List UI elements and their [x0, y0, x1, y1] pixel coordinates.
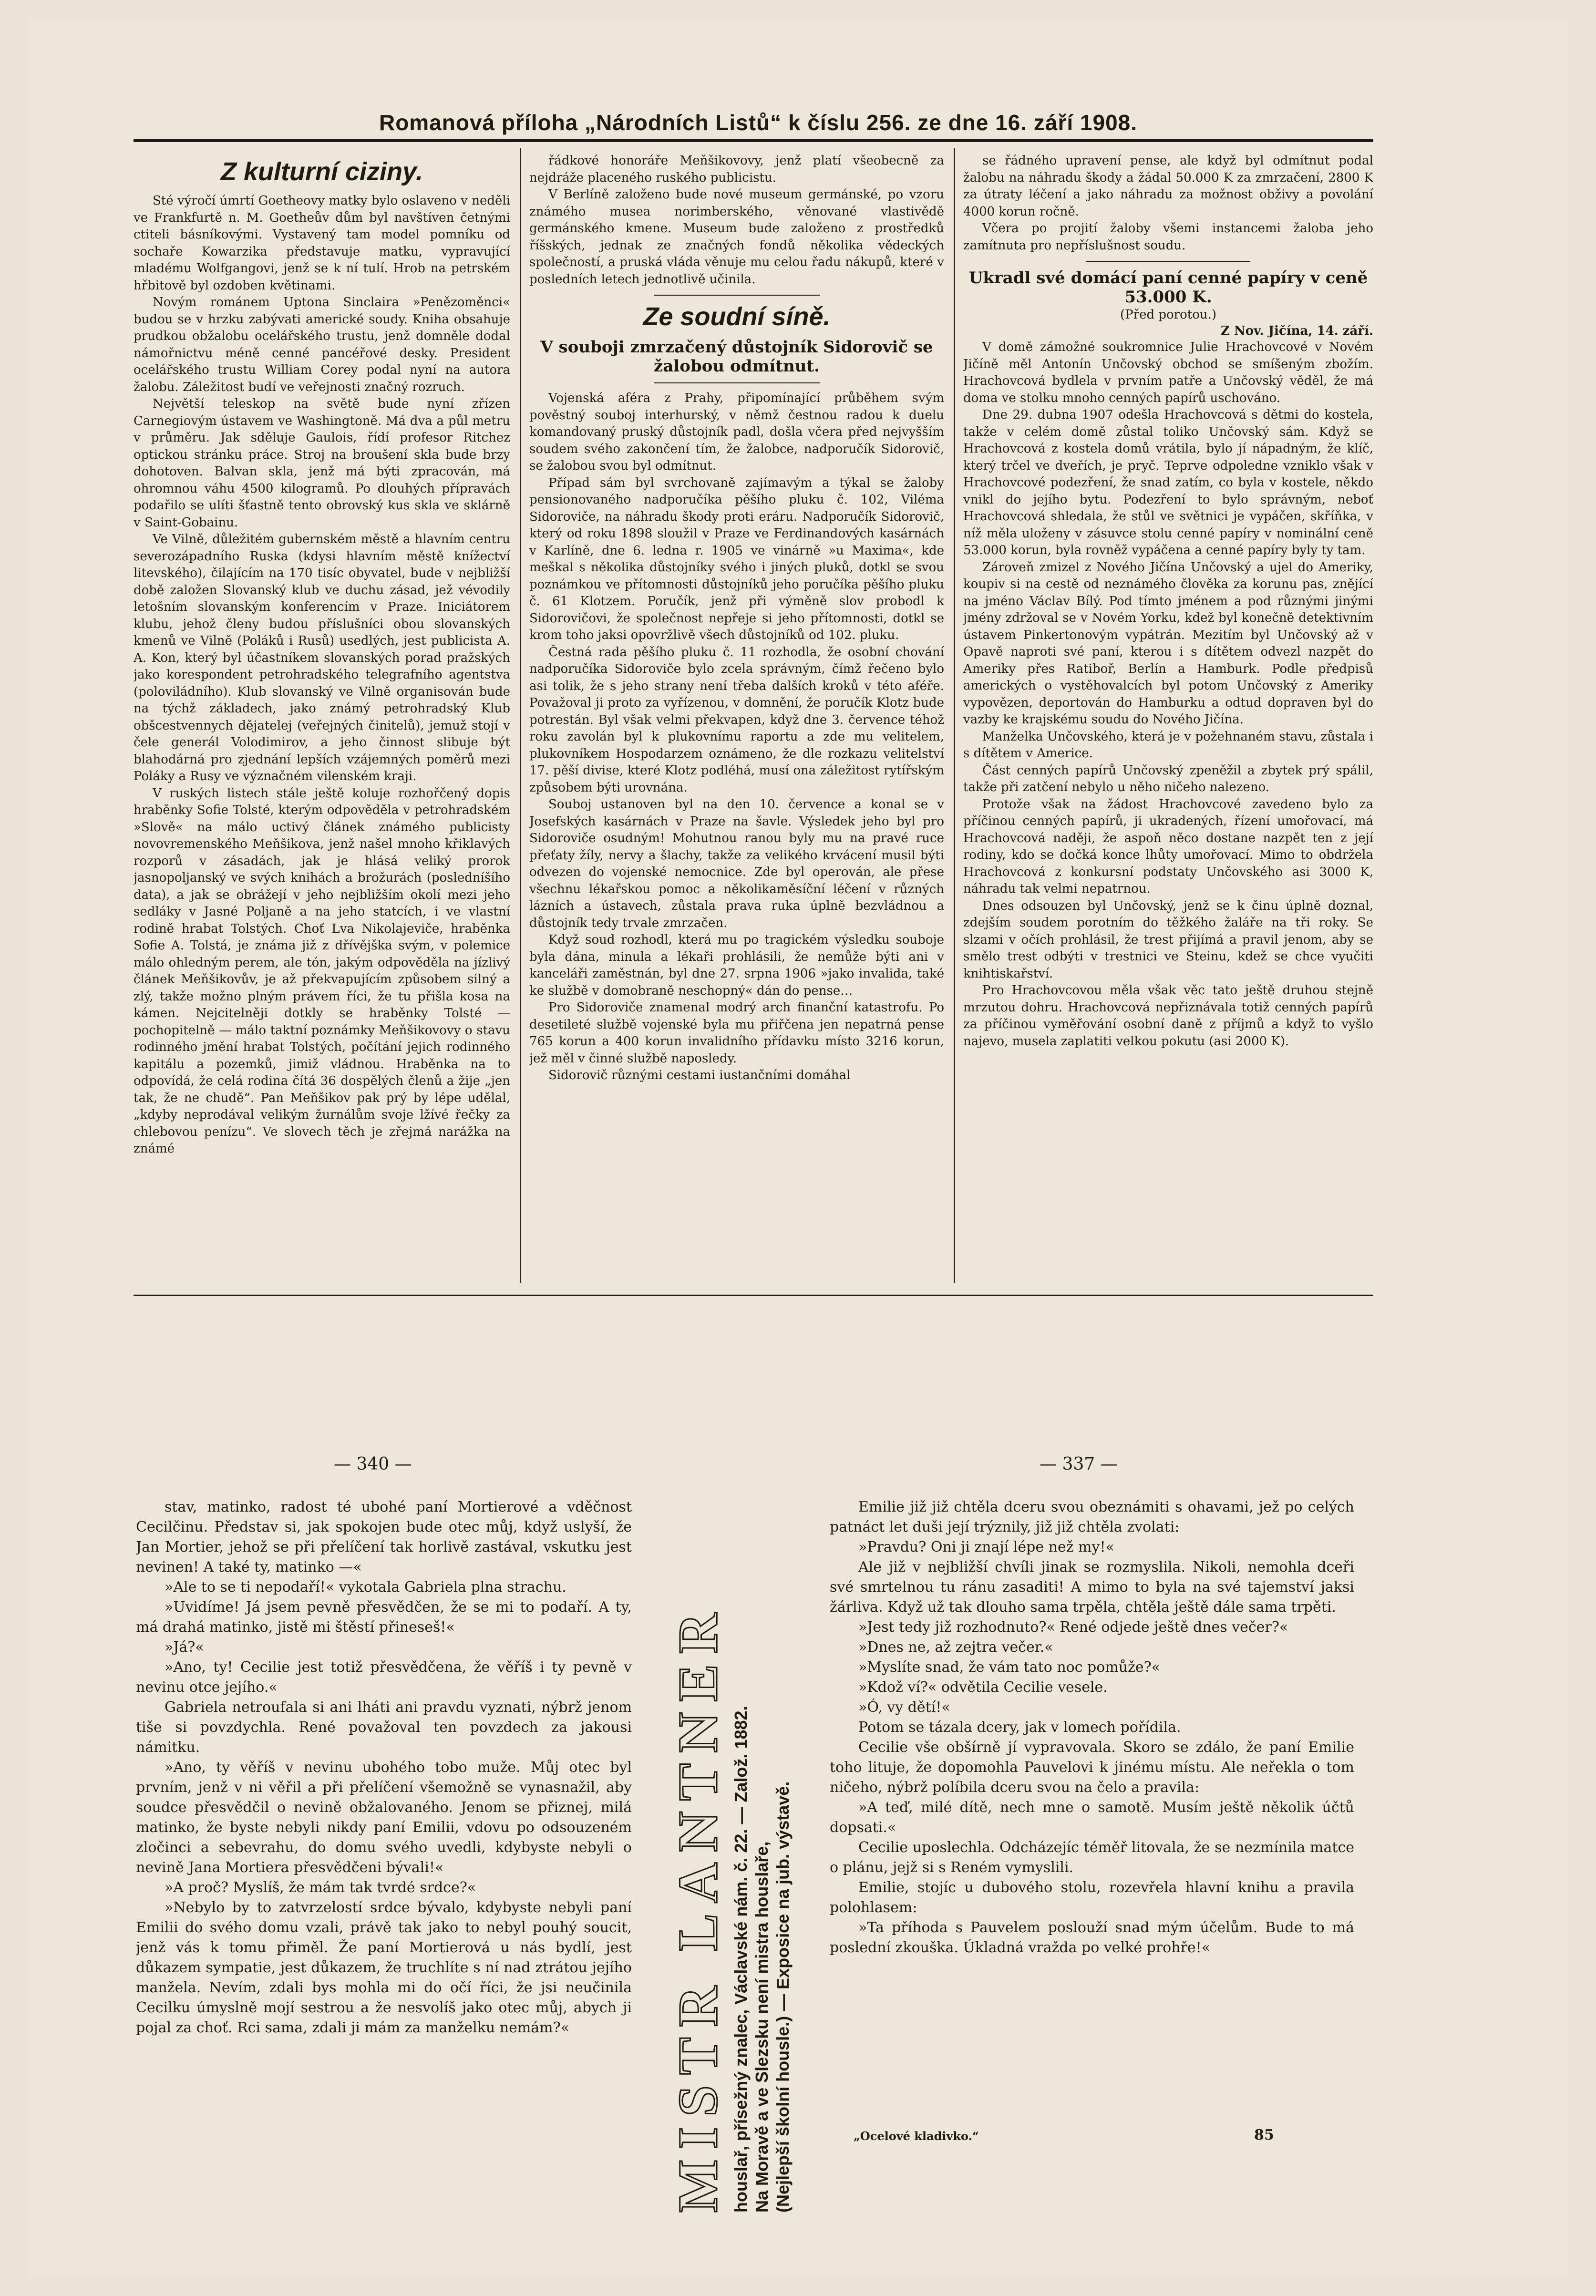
paragraph: Dne 29. dubna 1907 odešla Hrachovcová s dětmi do kostela, takže v celém domě zůstal toliko Unčovský sám. Když se Hrachovcová z kostela domů vrátila, bylo jí nápadným, že klíč, který trčel ve dveřích, je pryč. Teprve odpoledne vzniklo však v Hrachovcové podezření, že snad zatím, co byla v kostele, někdo vnikl do jejího bytu. Podezření to bylo správným, neboť Hrachovcová shledala, že stůl ve světnici je vypáčen, skříňka, v níž měla uloženy v zásuvce stolu cenné papíry v nominální ceně 53.000 korun, byla rovněž vypáčena a cenné papíry byly ty tam. [963, 408, 1373, 557]
paragraph: Cecilie uposlechla. Odcházejíc téměř litovala, že se nezmínila matce o plánu, jejž si s Reném vymyslili. [830, 1839, 1354, 1876]
article-title: Ukradl své domácí paní cenné papíry v ceně 53.000 K. [968, 268, 1368, 307]
advertisement-line-1: houslař, přísežný znalec, Václavské nám. č. 22. — Založ. 1882. [731, 1706, 751, 2213]
column-1 [134, 153, 510, 1287]
article-dateline: Z Nov. Jičína, 14. září. [1221, 324, 1373, 338]
divider [1086, 261, 1250, 262]
paragraph: Manželka Unčovského, která je v požehnaném stavu, zůstala i s dítětem v Americe. [963, 729, 1373, 761]
paragraph: Protože však na žádost Hrachovcové zavedeno bylo za příčinou cenných papírů, ji ukradených, řízení umořovací, má Hrachovcová naději, že aspoň něco dostane nazpět ten z její rodiny, kdo se dočká konce lhůty umořovací. Mimo to obdržela Hrachovcová z konkursní podstaty Unčovského asi 3000 K, náhradu tak velmi nepatrnou. [963, 797, 1373, 896]
paragraph: Emilie, stojíc u dubového stolu, rozevřela hlavní knihu a pravila polohlasem: [830, 1879, 1354, 1916]
paragraph: »Ano, ty věříš v nevinu ubohého tobo muže. Můj otec byl prvním, jenž v ni věřil a při přelíčení všemožně se vynasnažil, aby soudce přesvědčil o nevině obžalovaného. Jenom se přiznej, milá matinko, že byste nebyli nikdy paní Emilii, vdovu po odsouzeném zločinci a sebevrahu, do domu svého uvedli, kdybyste nebyli o nevině Jana Mortiera přesvědčeni bývali!« [136, 1759, 632, 1876]
paragraph: Největší teleskop na světě bude nyní zřízen Carnegiovým ústavem ve Washingtoně. Má dva a půl metru v průměru. Jak sděluje Gaulois, řídí profesor Ritchez optickou stránku práce. Stroj na broušení skla bude brzy dohotoven. Balvan skla, jenž má býti zpracován, má ohromnou váhu 4500 kilogramů. Po dlouhých přípravách podařilo se ulíti šťastně tento obrovský kus skla ve sklárně v Saint-Gobainu. [134, 397, 510, 530]
paragraph: Cecilie vše obšírně jí vypravovala. Skoro se zdálo, že paní Emilie toho lituje, že dopomohla Pauvelovi k jinému místu. Ale neřekla o tom ničeho, nýbrž políbila dceru svou na čelo a pravila: [830, 1739, 1354, 1796]
column-3 [963, 153, 1373, 1287]
paragraph: V Berlíně založeno bude nové museum germánské, po vzoru známého musea norimberského, věnované vlastivědě germánského kmene. Museum bude založeno z prostředků říšských, jednak ze značných fondů několika vědeckých společností, a pruská vláda věnuje mu celou řadu nákupů, které v posledních letech jednotlivě učinila. [529, 187, 944, 287]
column-2-top [529, 153, 944, 288]
advertisement-name: MISTR LANTNER [667, 1602, 729, 2213]
novel-text-right [830, 1497, 1354, 2031]
paragraph: Souboj ustanoven byl na den 10. července a konal se v Josefských kasárnách v Praze na šavle. Výsledek jeho byl pro Sidoroviče osudným! Mohutnou ranou byly mu na pravé ruce přeťaty žíly, nervy a šlachy, takže za velikého krvácení musil býti odvezen do vojenské nemocnice. Zde byl operován, ale přese všechnu lékařskou pomoc a několikaměsíční léčení v různých lázních a ústavech, zůstala prava ruka úplně bezvládnou a důstojník tedy trvale zmrzačen. [529, 797, 944, 930]
paragraph: »Myslíte snad, že vám tato noc pomůže?« [858, 1659, 1161, 1676]
paragraph: »Nebylo by to zatvrzelostí srdce bývalo, kdybyste nebyli paní Emilii do svého domu vzali, právě tak jako to nebyl pouhý soucit, jenž vás k tomu přiměl. Že paní Mortierová u nás bydlí, jest důkazem sympatie, jest důkazem, že truchlíte s ní nad ztrátou jejího manžela. Nevím, zdali bys mohla mi do očí říci, že jsi neučinila Cecilku úmyslně mojí sestrou a že nesvolíš jako otec můj, abych ji pojal za choť. Rci sama, zdali ji mám za manželku nemám?« [136, 1899, 632, 2036]
paragraph: V ruských listech stále ještě koluje rozhořčený dopis hraběnky Sofie Tolsté, kterým odpověděla v petrohradském »Slově« na málo uctivý článek známého publicisty novovremenského Meňšikova, jenž našel mnoho křiklavých rozporů v zásadách, jak je hlásá veliký prorok jasnopoljanský ve svých knihách a brožurách (posledníšího data), a jak se obrážejí v jeho nejbližším okolí mezi jeho sedláky v Jasné Poljaně a na jeho statcích, i ve vlastní rodině hrabat Tolstých. Choť Lva Nikolajeviče, hraběnka Sofie A. Tolstá, je známa již z dřívějška svým, v polemice málo ohledným perem, ale tón, jakým odpověděla na jízlivý článek Meňšikovův, je až překvapujícím způsobem silný a zlý, takže možno plným právem říci, že tu přišla kosa na kámen. Nejcitelněji dotkly se hraběnky Tolsté — pochopitelně — málo taktní poznámky Meňšikovovy o stavu rodinného jmění hrabat Tolstých, počítání jejich rodinného kapitálu a pozemků, jimiž vládnou. Hraběnka na to odpovídá, že celá rodina čítá 36 dospělých členů a žije „jen tak, že ne chudě“. Pan Meňšikov pak prý by lépe udělal, „kdyby neprodával velikým žurnálům svoje lžívé řečky za chlebovou penízu“. Ve slovech těch je zřejmá narážka na známé [134, 786, 510, 1156]
paragraph: Když soud rozhodl, která mu po tragickém výsledku souboje byla dána, minula a lékaři prohlásili, že nemůže býti ani v kanceláři zaměstnán, byl dne 27. srpna 1906 »jako invalida, také ke službě v domobraně neschopný« dán do pense… [529, 933, 944, 998]
advertisement [658, 1497, 801, 2213]
advertisement-line-2: Na Moravě a ve Slezsku není mistra houslaře, [752, 1841, 772, 2213]
page-number-right: — 337 — [1040, 1454, 1118, 1474]
paragraph: Zároveň zmizel z Nového Jičína Unčovský a ujel do Ameriky, koupiv si na cestě od neznámého člověka za korunu pas, znějící na jméno Václav Bílý. Pod tímto jménem a pod různými jinými jmény zdržoval se v Novém Yorku, kdež byl konečně detektivním ústavem Pinkertonovým vypátrán. Mezitím byl Unčovský až v Opavě naproti své paní, kterou i s dítětem odvezl nazpět do Ameriky přes Ratiboř, Berlín a Hamburk. Podle předpisů amerických o vystěhovalcích byl potom Unčovský z Ameriky vypovězen, deportován do Hamburku a odtud dopraven byl do vazby ke krajskému soudu do Nového Jičína. [963, 560, 1373, 727]
paragraph: Novým románem Uptona Sinclaira »Penězoměnci« budou se v hrzku zabývati americké soudy. Kniha obsahuje prudkou obžalobu ocelářského trustu, jenž domněle dodal námořnictvu méně cenné pancéřové desky. President ocelářského trustu William Corey podal nyní na autora žalobu. Záležitost budí ve veřejnosti značný rozruch. [134, 295, 510, 394]
paragraph: »Ta příhoda s Pauvelem poslouží snad mým účelům. Bude to má poslední zkouška. Úkladná vražda po velké prohře!« [830, 1919, 1354, 1956]
paragraph: Včera po projití žaloby všemi instancemi žaloba jeho zamítnuta pro nepříslušnost soudu. [963, 221, 1373, 253]
paragraph: Část cenných papírů Unčovský zpeněžil a zbytek prý spálil, takže při zatčení nebylo u něho ničeho nalezeno. [963, 763, 1373, 794]
paragraph: »Dnes ne, až zejtra večer.« [858, 1639, 1053, 1656]
advertisement-text [658, 1497, 801, 2213]
paragraph: »Uvidíme! Já jsem pevně přesvědčen, že se mi to podaří. A ty, má drahá matinko, jistě mi štěstí přineseš!« [136, 1599, 632, 1636]
paragraph: Dnes odsouzen byl Unčovský, jenž se k činu úplně doznal, zdejším soudem porotním do těžkého žaláře na tři roky. Se slzami v očích prohlásil, že trest přijímá a pravil jenom, aby se smělo trest odbýti v trestnici ve Steinu, kdež se chce vyučiti knihtiskařství. [963, 898, 1373, 981]
page-header: Romanová příloha „Národních Listů“ k číslu 256. ze dne 16. září 1908. [379, 110, 1138, 135]
paragraph: »Ó, vy dětí!« [858, 1699, 950, 1716]
paragraph: Případ sám byl svrchovaně zajímavým a týkal se žaloby pensionovaného nadporučíka pěšího pluku č. 102, Viléma Sidoroviče, na náhradu škody proti eráru. Nadporučík Sidorovič, který od roku 1898 sloužil v Praze ve Ferdinandových kasárnách v Karlíně, dne 6. ledna r. 1905 ve vinárně »u Maxima«, kde meškal s několika důstojníky svého i jiných pluků, dotkl se svou poznámkou ve přítomnosti důstojníků jeho poručíka pěšího pluku č. 61 Klotzem. Poručík, jenž při výměně slov probodl k Sidorovičovi, že společnost nepřeje si jeho přítomnosti, dotkl se krom toho jaksi opovržlivě všech důstojníků od 102. pluku. [529, 475, 944, 642]
paragraph: Potom se tázala dcery, jak v lomech pořídila. [858, 1719, 1181, 1736]
paragraph: řádkové honoráře Meňšikovovy, jenž platí všeobecně za nejdráže placeného ruského publicistu. [529, 154, 944, 185]
paragraph: Pro Hrachovcovou měla však věc tato ještě druhou stejně mrzutou dohru. Hrachovcová nepřiznávala totiž cenných papírů za příčinou vyměřování osobní daně z příjmů a když to vyšlo najevo, musela zaplatiti velkou pokutu (asi 2000 K). [963, 983, 1373, 1049]
column-divider [954, 148, 955, 1283]
divider [654, 382, 820, 383]
section-title-culture: Z kulturní ciziny. [220, 157, 423, 186]
paragraph: »A teď, milé dítě, nech mne o samotě. Musím ještě několik účtů dopsati.« [830, 1799, 1354, 1836]
novel-left-body [136, 1497, 632, 2038]
footer-note: „Ocelové kladivko.“ [854, 2129, 979, 2143]
paragraph: stav, matinko, radost té ubohé paní Mortierové a vděčnost Cecilčinu. Představ si, jak spokojen bude otec můj, když uslyší, že Jan Mortier, jehož se při přelíčení tak horlivě zastával, vskutku jest nevinen! A také ty, matinko —« [136, 1499, 632, 1575]
paragraph: Ale již v nejbližší chvíli jinak se rozmyslila. Nikoli, nemohla dceři své smrtelnou tu ránu zasaditi! A mimo to byla na své tajemství jaksi žárliva. Když už tak dlouho sama trpěla, chtěla ještě dále sama trpěti. [830, 1559, 1354, 1616]
column-3-body [963, 339, 1373, 1050]
paragraph: »Pravdu? Oni ji znají lépe než my!« [858, 1539, 1114, 1555]
paragraph: se řádného upravení pense, ale když byl odmítnut podal žalobu na náhradu škody a žádal 50.000 K za zmrzačení, 2800 K za útraty léčení a jako náhradu za možnost obživy a povolání 4000 korun ročně. [963, 154, 1373, 219]
paragraph: Čestná rada pěšího pluku č. 11 rozhodla, že osobní chování nadporučíka Sidoroviče bylo zcela správným, čímž řečeno bylo asi tolik, že s jeho strany není třeba dalších kroků v této aféře. Považoval ji proto za vyřízenou, v domnění, že poručík Klotz bude potrestán. Byl však velmi překvapen, když dne 3. července téhož roku zavolán byl k plukovnímu raportu a zde mu velitelem, plukovníkem Hospodarzem oznámeno, že dle rozkazu velitelství 17. pěší divise, které Klotz podléhá, musí ona záležitost rytířským způsobem býti urovnána. [529, 645, 944, 795]
paragraph: Gabriela netroufala si ani lháti ani pravdu vyznati, nýbrž jenom tiše si povzdychla. René považoval ten povzdech za jakousi námitku. [136, 1699, 632, 1756]
header-rule [134, 139, 1373, 142]
novel-right-body [830, 1497, 1354, 1958]
divider [654, 295, 820, 296]
column-2 [529, 153, 944, 1287]
bottom-rule [134, 1295, 1373, 1296]
page-number-left: — 340 — [334, 1454, 412, 1474]
paragraph: »Ano, ty! Cecilie jest totiž přesvědčena, že věříš i ty pevně v nevinu otce jejího.« [136, 1659, 632, 1696]
column-2-body [529, 390, 944, 1084]
section-title-court: Ze soudní síně. [643, 302, 831, 331]
paragraph: Vojenská aféra z Prahy, připomínající průběhem svým pověstný souboj interhurský, v němž čestnou radou k duelu komandovaný pruský důstojník padl, došla včera před nejvyšším soudem svého zakončení tím, že žalobce, nadporučík Sidorovič, se žalobou svou byl odmítnut. [529, 391, 944, 473]
article-subtitle: (Před porotou.) [1120, 308, 1216, 322]
article-title: V souboji zmrzačený důstojník Sidorovič se žalobou odmítnut. [540, 338, 933, 376]
paragraph: »Já?« [165, 1639, 204, 1656]
paragraph: »Jest tedy již rozhodnuto?« René odjede ještě dnes večer?« [858, 1619, 1288, 1636]
column-1-body [134, 193, 510, 1158]
paragraph: Pro Sidoroviče znamenal modrý arch finanční katastrofu. Po desetileté službě vojenské byla mu přiřčena jen nepatrná pense 765 korun a 400 korun invalidního přídavku místo 3216 korun, jež měl v činné službě naposledy. [529, 1000, 944, 1066]
novel-text-left [136, 1497, 632, 2203]
column-3-top [963, 153, 1373, 254]
paragraph: Ve Vilně, důležitém gubernském městě a hlavním centru severozápadního Ruska (kdysi hlavním městě knížectví litevského), čilajícím na 170 tisíc obyvatel, bude v nejbližší době založen Slovanský klub ve duchu zásad, jež vévodily letošním slovanským konferencím v Praze. Iniciátorem klubu, jehož členy budou příslušníci obou slovanských kmenů ve Vilně (Poláků i Rusů) usedlých, jest publicista A. A. Kon, který byl účastníkem slovanských porad pražských jako korespondent petrohradského telegrafního agentstva (poloviládního). Klub slovanský ve Vilně organisován bude na týchž základech, jako známý petrohradský Klub obšcestvennych dějatelej (veřejných činitelů), jemuž stojí v čele generál Volodimirov, a jeho činnost slibuje být blahodárná pro zjednání lepších vzájemných poměrů mezi Poláky a Rusy ve význačném vilenském kraji. [134, 532, 510, 783]
paragraph: Sté výročí úmrtí Goetheovy matky bylo oslaveno v neděli ve Frankfurtě n. M. Goetheův dům byl navštíven četnými ctiteli básníkovými. Vystavený tam model pomníku od sochaře Kowarzika představuje matku, vypravující mladému Wolfgangovi, jenž se k ní tulí. Hrob na petrském hřbitově byl ozdoben květinami. [134, 194, 510, 293]
paragraph: Emilie již již chtěla dceru svou obeznámiti s ohavami, jež po celých patnáct let duši její trýznily, již již chtěla zvolati: [830, 1499, 1354, 1535]
advertisement-line-3: (Nejlepší školní housle.) — Exposice na jub. výstavě. [773, 1781, 793, 2213]
paragraph: »A proč? Myslíš, že mám tak tvrdé srdce?« [165, 1879, 476, 1896]
paragraph: »Kdož ví?« odvětila Cecilie vesele. [858, 1679, 1108, 1696]
paragraph: »Ale to se ti nepodaří!« vykotala Gabriela plna strachu. [165, 1579, 566, 1596]
paragraph: V domě zámožné soukromnice Julie Hrachovcové v Novém Jičíně měl Antonín Unčovský obchod se smíšeným zbožím. Hrachovcová bydlela v prvním patře a Unčovský věděl, že má doma ve stolku mnoho cenných papírů uschováno. [963, 340, 1373, 405]
footer-mark: 85 [1254, 2127, 1274, 2143]
paragraph: Sidorovič různými cestami iustančními domáhal [548, 1068, 851, 1082]
column-divider [520, 148, 521, 1283]
